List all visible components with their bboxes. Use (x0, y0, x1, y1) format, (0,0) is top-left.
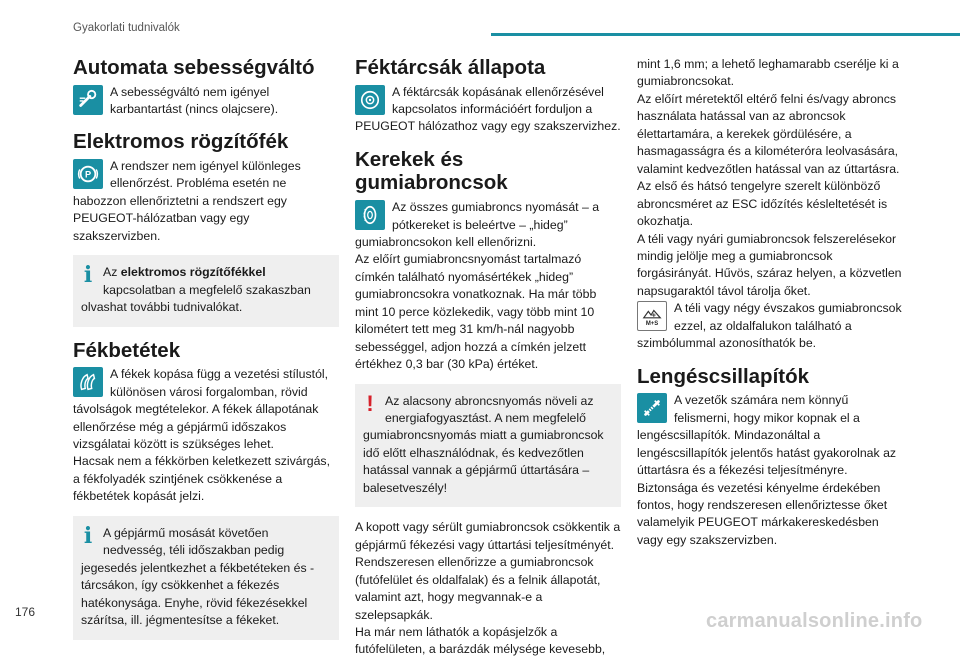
column-right (637, 56, 903, 561)
section-text: A fékek kopása függ a vezetési stílustól, különösen városi forgalomban, rövid távolságok megtételekor. A fékek állapotának ellenőrzése még a gépjármű időszakos vizsgálatai között is szükséges lehet. (73, 367, 329, 452)
shock-absorber-icon (637, 393, 667, 423)
m-s-label: M+S (645, 321, 659, 328)
note-bold-term: elektromos rögzítőfékkel (120, 265, 266, 280)
header-accent-bar (491, 33, 960, 36)
continued-text: Az előírt méretektől eltérő felni és/vagy abroncs használata hatással van az abroncsok élettartamára, a kerekek gördülésére, a hasmagasságra és a kilométeróra leolvasására, valamint kedvezőtlen hatással van az úttartásra. Az első és hátsó tengelyre szerelt különböző abroncsméret az ESC időzítés késleltetését is okozhatja. (637, 91, 900, 229)
parking-brake-icon (73, 159, 103, 189)
section-text: Biztonsága és vezetési kényelme érdekében fontos, hogy rendszeresen ellenőriztesse őket valamelyik PEUGEOT márkakereskedésben vagy egy szakszervizben. (637, 480, 888, 547)
warning-note: ! Az alacsony abroncsnyomás növeli az energiafogyasztást. A nem megfelelő gumiabroncsnyomás miatt a gumiabroncsok idő előtt elhasználódnak, és kedvezőtlen hatással vannak a gépjármű úttartására – balesetveszély! (355, 384, 621, 508)
section-brake-discs (355, 56, 621, 136)
wheel-icon (355, 200, 385, 230)
section-title: Lengéscsillapítók (637, 364, 810, 388)
section-title: Elektromos rögzítőfék (73, 130, 289, 154)
brake-pads-icon (73, 367, 103, 397)
section-text: Az összes gumiabroncs nyomását – a pótkereket is beleértve – „hideg” gumiabroncsokon kell ellenőrizni. (355, 200, 600, 249)
section-electric-parking-brake (73, 130, 339, 326)
service-wrench-icon (73, 85, 103, 115)
header-title: Gyakorlati tudnivalók (73, 22, 180, 34)
continued-text: mint 1,6 mm; a lehető leghamarabb cserélje ki a gumiabroncsokat. (637, 57, 899, 89)
section-automatic-gearbox (73, 56, 339, 118)
section-text: Ha már nem láthatók a kopásjelzők a futófelületen, a barázdák mélysége kevesebb, (355, 625, 606, 657)
warning-icon: ! (366, 390, 374, 416)
page-number: 176 (15, 605, 36, 619)
section-text: A téli vagy négy évszakos gumiabroncsok ezzel, az oldalfalukon található a szimbólummal azonosíthatók be. (637, 301, 902, 351)
section-title: Automata sebességváltó (73, 56, 315, 79)
section-title: Fékbetétek (73, 338, 181, 362)
info-icon: i (83, 262, 93, 289)
section-text: Hacsak nem a fékkörben keletkezett szivárgás, a fékfolyadék szintjének csökkenése a fékbetétek kopását jelzi. (73, 454, 330, 504)
section-text: Az előírt gumiabroncsnyomást tartalmazó címkén található nyomásértékek „hideg” gumiabroncsokra vonatkoznak. Ha már több mint 10 perce közlekedik, vagy több mint 10 kilométert tett meg 31 km/h-nál nagyobb sebességgel, adjon hozzá a címkén jelzett értékhez 0,3 bar (30 kPa) értéket. (355, 252, 597, 372)
section-text: A sebességváltó nem igényel karbantartást (nincs olajcsere). (110, 84, 279, 117)
section-title: Kerekek és gumiabroncsok (355, 147, 508, 195)
column-left (73, 56, 339, 652)
section-brake-pads (73, 339, 339, 640)
info-note: i A gépjármű mosását követően nedvesség, téli időszakban pedig jegesedés jelentkezhet a fékbetéteken és -tárcsákon, így csökkenhet a fékezés hatékonysága. Enyhe, rövid fékezésekkel szárítsa, ill. jégmentesítse a fékeket. (73, 516, 339, 640)
info-icon: i (83, 522, 93, 549)
section-wheels-tyres (355, 148, 621, 659)
mountain-snowflake-icon (637, 301, 667, 331)
svg-text:P: P (84, 169, 92, 180)
watermark: carmanualsonline.info (706, 610, 923, 632)
brake-disc-icon (355, 85, 385, 115)
section-text: A vezetők számára nem könnyű felismerni, hogy mikor kopnak el a lengéscsillapítók. Mindazonáltal a lengéscsillapítók jelentős hatást gyakorolnak az úttartásra és a fékezési teljesítményre. (637, 393, 897, 478)
section-text: A féktárcsák kopásának ellenőrzésével kapcsolatos információért forduljon a PEUGEOT hálózathoz vagy egy szakszervizhez. (355, 84, 621, 134)
section-text: A rendszer nem igényel különleges ellenőrzést. Probléma esetén ne habozzon ellenőriztetni a rendszert egy PEUGEOT-hálózatban vagy egy szakszervizben. (73, 159, 301, 243)
section-title: Féktárcsák állapota (355, 56, 546, 79)
info-note: i Az elektromos rögzítőfékkel kapcsolatban a megfelelő szakaszban olvashat további tudnivalókat. (73, 255, 339, 326)
section-shock-absorbers (637, 365, 903, 550)
section-text: A kopott vagy sérült gumiabroncsok csökkentik a gépjármű fékezési vagy úttartási teljesítményét. Rendszeresen ellenőrizze a gumiabroncsok (futófelület és oldalfalak) és a felnik állapotát, valamint azt, hogy megvannak-e a szelepsapkák. (355, 520, 621, 622)
continued-text: A téli vagy nyári gumiabroncsok felszerelésekor mindig jelölje meg a gumiabroncsok forgásirányát. Hűvös, száraz helyen, a közvetlen napsugaraktól távol tárolja őket. (637, 231, 902, 298)
column-middle (355, 56, 621, 671)
